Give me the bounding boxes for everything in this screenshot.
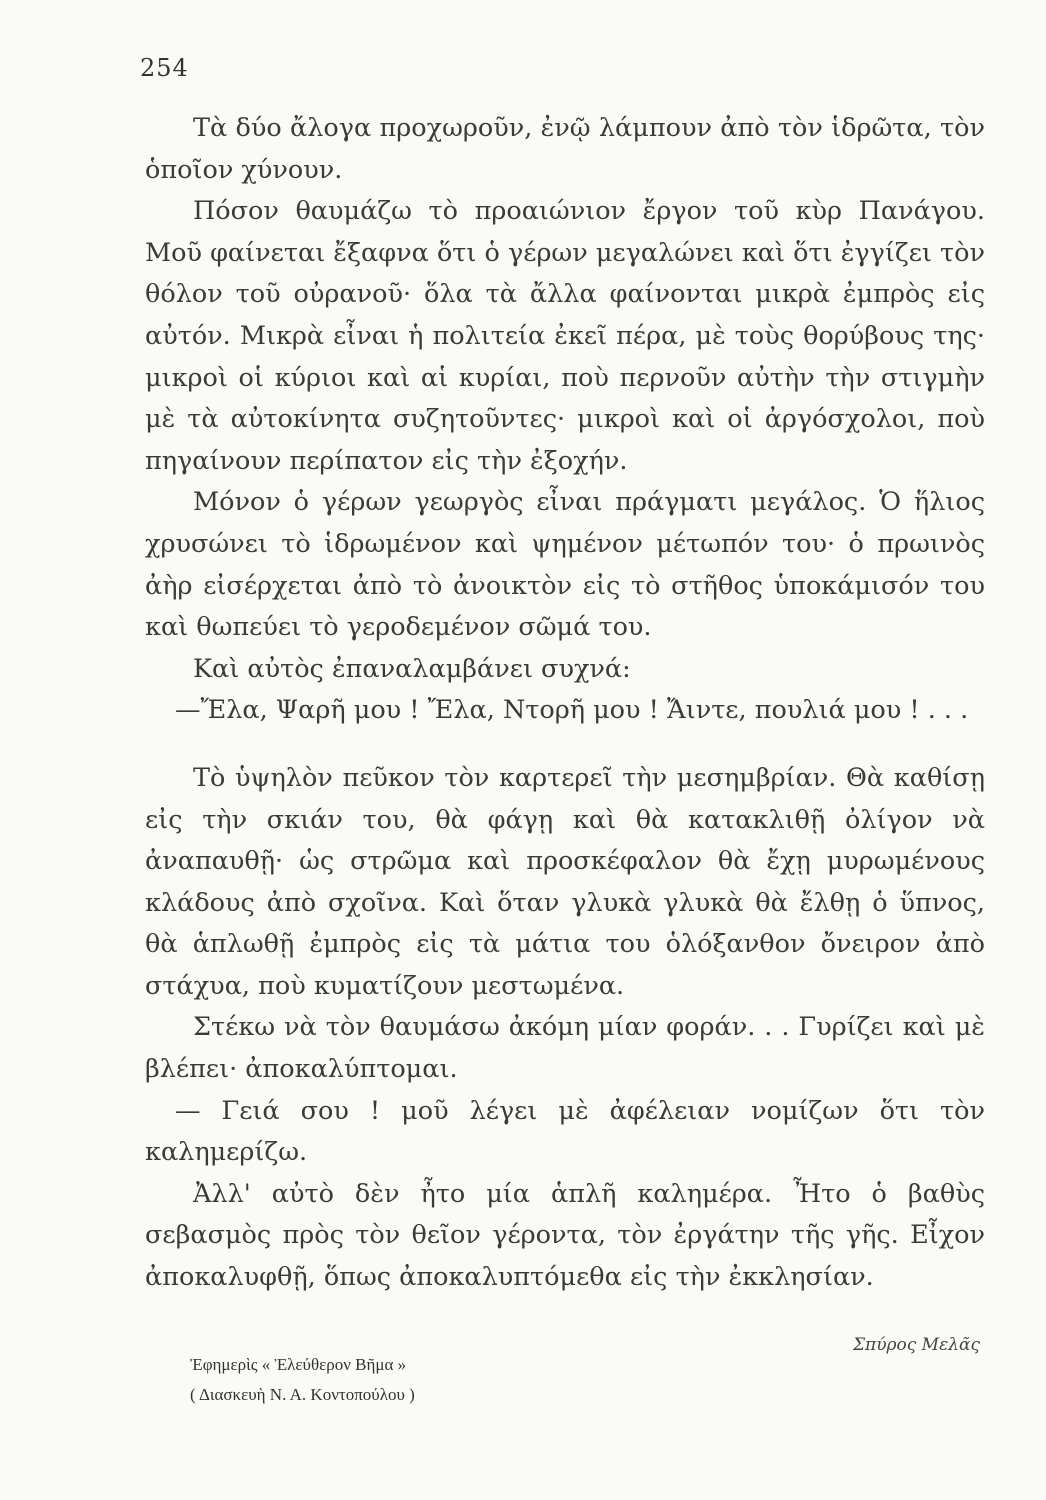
source-adaptation: ( Διασκευὴ Ν. Α. Κοντοπούλου ) [190,1385,415,1404]
author-signature: Σπύρος Μελᾶς [853,1335,980,1355]
dialogue-line: — Γειά σου ! μοῦ λέγει μὲ ἀφέλειαν νομίζων ὅτι τὸν καλημερίζω. [145,1095,985,1168]
paragraph: Ἀλλ' αὐτὸ δὲν ἦτο μία ἁπλῆ καλημέρα. Ἦτο ὁ βαθὺς σεβασμὸς πρὸς τὸν θεῖον γέροντα, τὸν ἐργάτην τῆς γῆς. Εἶχον ἀποκαλυφθῇ, ὅπως ἀποκαλυπτόμεθα εἰς τὴν ἐκκλησίαν. [145,1178,985,1293]
body-text [145,108,985,1299]
dialogue-line: —Ἔλα, Ψαρῆ μου ! Ἔλα, Ντορῆ μου ! Ἄιντε, πουλιά μου ! . . . [175,695,969,726]
paragraph: Καὶ αὐτὸς ἐπαναλαμβάνει συχνά: [193,653,631,684]
paragraph: Πόσον θαυμάζω τὸ προαιώνιον ἔργον τοῦ κὺρ Πανάγου. Μοῦ φαίνεται ἔξαφνα ὅτι ὁ γέρων μεγαλώνει καὶ ὅτι ἐγγίζει τὸν θόλον τοῦ οὐρανοῦ· ὅλα τὰ ἄλλα φαίνονται μικρὰ ἐμπρὸς εἰς αὐτόν. Μικρὰ εἶναι ἡ πολιτεία ἐκεῖ πέρα, μὲ τοὺς θορύβους της· μικροὶ οἱ κύριοι καὶ αἱ κυρίαι, ποὺ περνοῦν αὐτὴν τὴν στιγμὴν μὲ τὰ αὐτοκίνητα συζητοῦντες· μικροὶ καὶ οἱ ἀργόσχολοι, ποὺ πηγαίνουν περίπατον εἰς τὴν ἐξοχήν. [145,196,985,476]
paragraph: Μόνον ὁ γέρων γεωργὸς εἶναι πράγματι μεγάλος. Ὁ ἥλιος χρυσώνει τὸ ἱδρωμένον καὶ ψημένον μέτωπόν του· ὁ πρωινὸς ἀὴρ εἰσέρχεται ἀπὸ τὸ ἀνοικτὸν εἰς τὸ στῆθος ὑποκάμισόν του καὶ θωπεύει τὸ γεροδεμένον σῶμά του. [145,487,985,643]
paragraph: Τὰ δύο ἄλογα προχωροῦν, ἐνῷ λάμπουν ἀπὸ τὸν ἱδρῶτα, τὸν ὁποῖον χύνουν. [145,113,985,185]
source-newspaper: Ἐφημερὶς « Ἐλεύθερον Βῆμα » [190,1355,407,1374]
paragraph: Τὸ ὑψηλὸν πεῦκον τὸν καρτερεῖ τὴν μεσημβρίαν. Θὰ καθίσῃ εἰς τὴν σκιάν του, θὰ φάγῃ καὶ θὰ κατακλιθῇ ὀλίγον νὰ ἀναπαυθῇ· ὡς στρῶμα καὶ προσκέφαλον θὰ ἔχῃ μυρωμένους κλάδους ἀπὸ σχοῖνα. Καὶ ὅταν γλυκὰ γλυκὰ θὰ ἔλθῃ ὁ ὕπνος, θὰ ἁπλωθῇ ἐμπρὸς εἰς τὰ μάτια του ὁλόξανθον ὄνειρον ἀπὸ στάχυα, ποὺ κυματίζουν μεστωμένα. [145,762,985,1001]
source-citation [190,1350,415,1410]
paragraph: Στέκω νὰ τὸν θαυμάσω ἀκόμη μίαν φοράν. . . Γυρίζει καὶ μὲ βλέπει· ἀποκαλύπτομαι. [145,1012,985,1085]
page-number: 254 [140,54,189,82]
